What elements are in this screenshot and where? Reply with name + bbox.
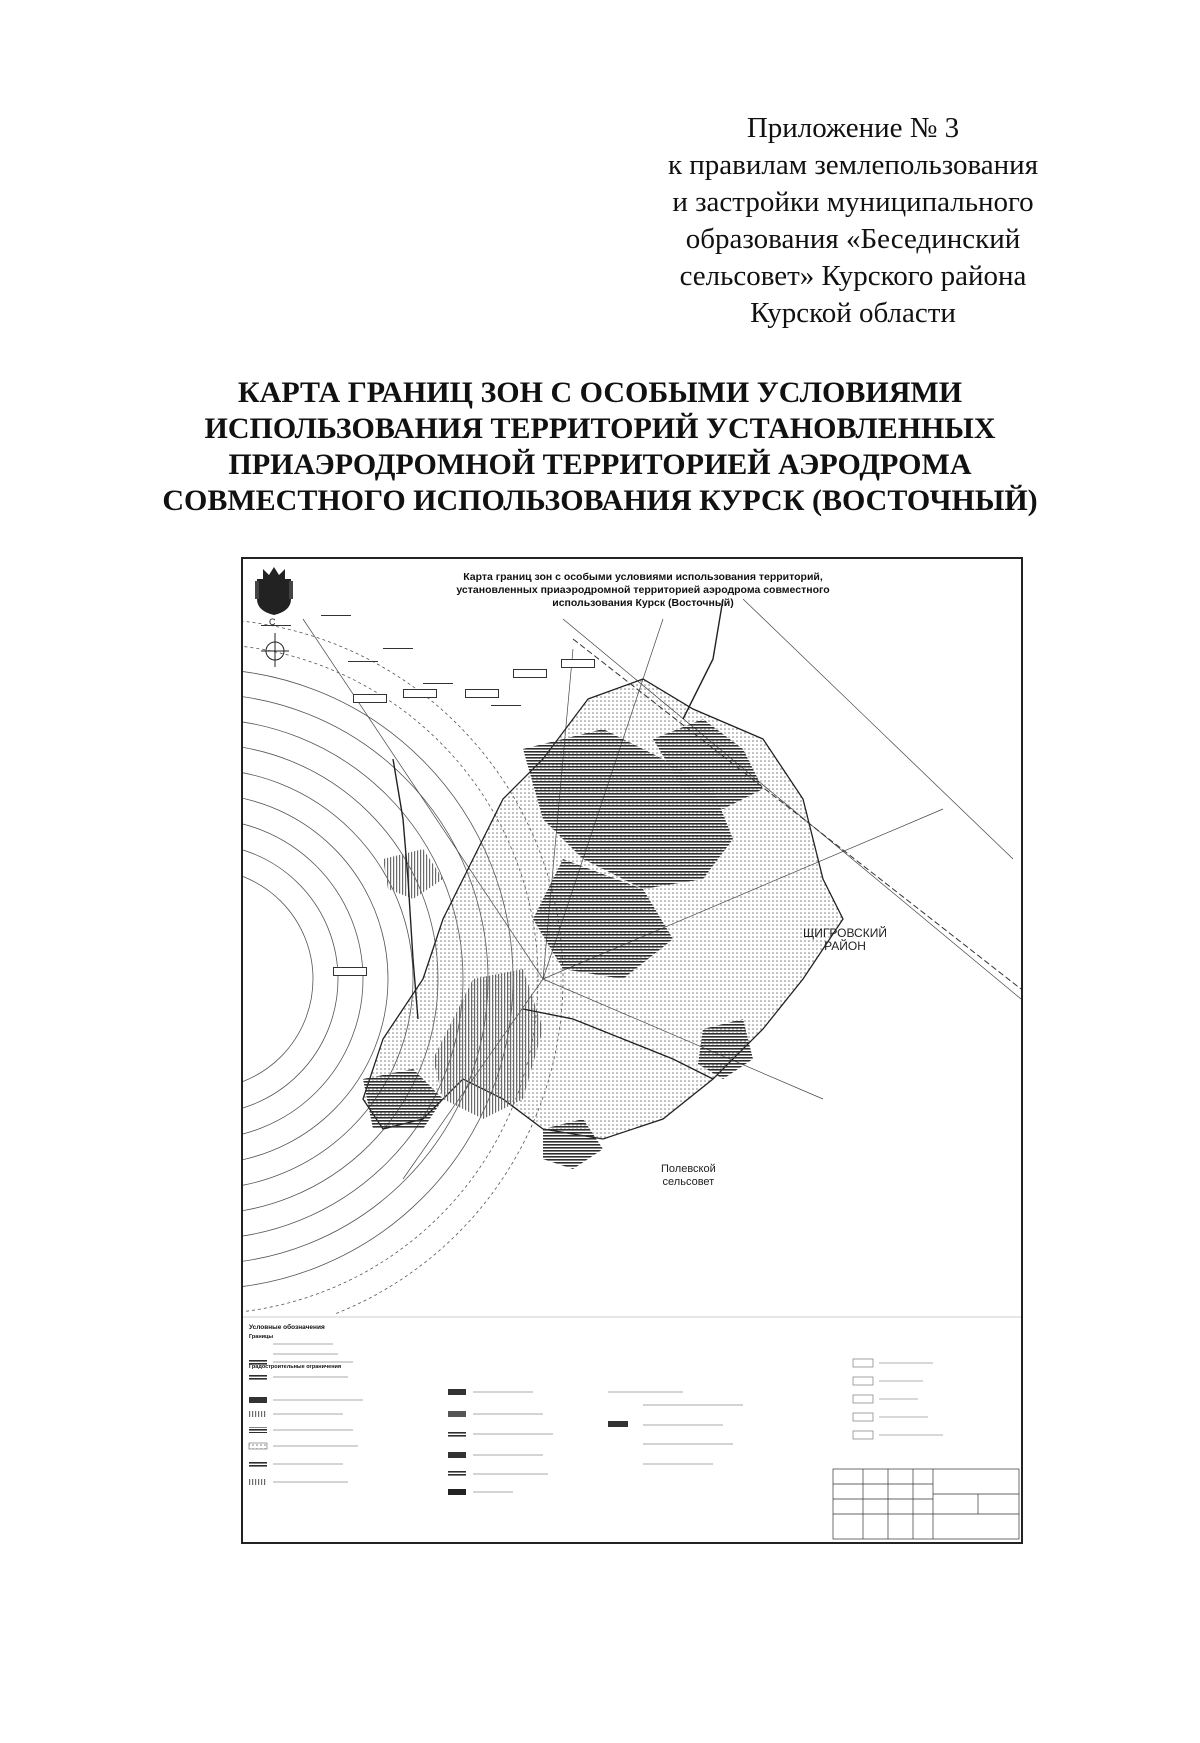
sector-tag (513, 669, 547, 678)
appendix-line: и застройки муниципального (672, 186, 1034, 218)
appendix-line: Приложение № 3 (746, 112, 960, 144)
north-arrow-icon (261, 621, 289, 667)
sector-tag (353, 694, 387, 703)
height-tag (383, 642, 413, 649)
document-title-line: ИСПОЛЬЗОВАНИЯ ТЕРРИТОРИЙ УСТАНОВЛЕННЫХ (204, 412, 996, 445)
appendix-line: образования «Бесединский (685, 223, 1021, 255)
sector-tag (465, 689, 499, 698)
document-title-line: ПРИАЭРОДРОМНОЙ ТЕРРИТОРИЕЙ АЭРОДРОМА (228, 448, 972, 481)
legend-subheading: Границы (249, 1334, 274, 1340)
sector-tag (561, 659, 595, 668)
district-label-polevskoy (661, 1163, 716, 1189)
map-title-line: использования Курск (Восточный) (552, 597, 734, 609)
north-letter: С (269, 617, 276, 627)
document-title-line: КАРТА ГРАНИЦ ЗОН С ОСОБЫМИ УСЛОВИЯМИ (237, 376, 963, 409)
map-drawing (243, 559, 1021, 1542)
legend-text-lines-middle (473, 1392, 553, 1492)
legend-subheading: Градостроительные ограничения (249, 1364, 342, 1370)
legend-swatches-middle (448, 1389, 466, 1495)
title-block (833, 1469, 1019, 1539)
document-title (100, 375, 1100, 519)
sector-tag (333, 967, 367, 976)
zone-legend (853, 1359, 943, 1439)
legend-swatches-left (249, 1359, 267, 1485)
height-tag (321, 609, 351, 616)
district-label-shchigry (803, 927, 887, 953)
legend-text-lines-right (608, 1392, 743, 1464)
district-label-line: Полевской (661, 1163, 716, 1175)
legend-swatch (608, 1421, 628, 1427)
coat-of-arms-icon (253, 565, 295, 617)
height-tag (423, 677, 453, 684)
district-label-line: ЩИГРОВСКИЙ (803, 926, 887, 940)
sector-tag (403, 689, 437, 698)
height-tag (491, 699, 521, 706)
appendix-line: к правилам землепользования (667, 149, 1039, 181)
district-label-line: РАЙОН (824, 939, 866, 953)
map-title (363, 571, 923, 610)
map-image (241, 557, 1023, 1544)
district-label-line: сельсовет (662, 1176, 715, 1188)
map-title-line: установленных приаэродромной территорией аэродрома совместного (456, 584, 830, 596)
document-title-line: СОВМЕСТНОГО ИСПОЛЬЗОВАНИЯ КУРСК (ВОСТОЧНЫЙ) (162, 484, 1038, 517)
height-tag (261, 619, 291, 626)
legend-heading: Условные обозначения (249, 1324, 325, 1331)
appendix-line: сельсовет» Курского района (679, 260, 1027, 292)
height-tag (348, 655, 378, 662)
appendix-line: Курской области (750, 297, 956, 329)
map-title-line: Карта границ зон с особыми условиями использования территорий, (463, 571, 823, 583)
appendix-note (618, 110, 1088, 332)
